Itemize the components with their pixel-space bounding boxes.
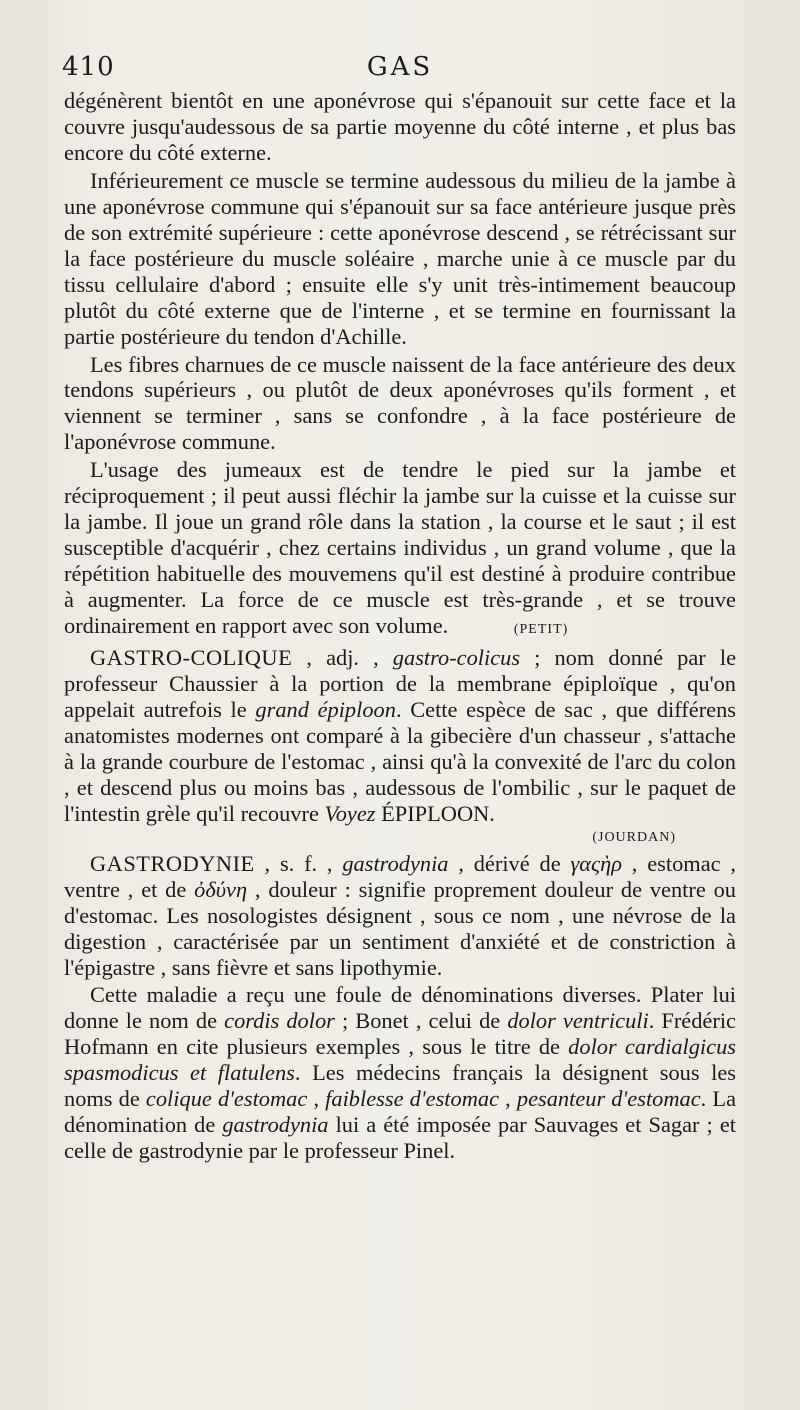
italic-term: dolor ventriculi (507, 1008, 649, 1034)
text-run: , adj. , (292, 645, 393, 671)
text-run: , (307, 1086, 326, 1112)
text-run: lui a été imposée par Sauvages et Sagar ; et celle de gastrodynie par le professeur Pinel. (64, 1112, 736, 1164)
text-run: , dérivé de (448, 850, 571, 876)
latin-term: gastro-colicus (392, 645, 521, 671)
text-run: , estomac , ventre , et de (64, 850, 736, 902)
text-run: , s. f. , (254, 850, 343, 876)
cross-reference-target: ÉPIPLOON. (375, 800, 495, 826)
author-signature: (JOURDAN) (592, 829, 676, 845)
text-run: . Cette espèce de sac , que différens anatomistes modernes ont comparé à la gibecière d'un chasseur , s'attache à la grande courbure de l'estomac , ainsi qu'à la convexité de l'arc du colon , et descend plus ou moins bas , audessous de l'ombilic , sur le paquet de l'intestin grèle qu'il recouvre (64, 696, 737, 826)
paragraph (64, 982, 736, 1164)
italic-term: gastrodynia (222, 1112, 329, 1138)
italic-term: colique d'estomac (145, 1086, 308, 1112)
running-title: GAS (366, 52, 434, 82)
entry-gastrodynie (64, 851, 736, 981)
page-header (62, 52, 738, 86)
italic-term: pesanteur d'estomac (516, 1086, 701, 1112)
author-signature: (PETIT) (513, 622, 569, 638)
greek-term: ὀδύνη (194, 876, 248, 902)
text-run: , (499, 1086, 517, 1112)
page-number: 410 (62, 52, 115, 82)
paragraph-text: L'usage des jumeaux est de tendre le pied sur la jambe et réciproquement ; il peut aussi fléchir la jambe sur la cuisse et la cuisse sur la jambe. Il joue un grand rôle dans la station , la course et le saut ; il est susceptible d'acquérir , chez certains individus , un grand volume , que la répétition habituelle des mouvemens qu'il est destiné à produire contribue à augmenter. La force de ce muscle est très-grande , et se trouve ordinairement en rapport avec son volume. (64, 457, 736, 639)
latin-term: gastrodynia (342, 850, 449, 876)
greek-term: γαςὴρ (570, 850, 622, 876)
paragraph: Inférieurement ce muscle se termine audessous du milieu de la jambe à une aponévrose commune qui s'épanouit sur sa face antérieure jusque près de son extrémité supérieure : cette aponévrose descend , se rétrécissant sur la face postérieure du muscle soléaire , marche unie à ce muscle par du tissu cellulaire d'abord ; ensuite elle s'y unit très-intimement beaucoup plutôt du côté externe que de l'interne , et se termine en fournissant la partie postérieure du tendon d'Achille. (64, 167, 736, 349)
entry-headword: GASTRODYNIE (90, 850, 255, 876)
paragraph (64, 457, 736, 643)
text-run: ; nom donné par le professeur Chaussier à la portion de la membrane épiploïque , qu'on appelait autrefois le (64, 645, 737, 722)
body-text (64, 88, 736, 1166)
paragraph: Les fibres charnues de ce muscle naissent de la face antérieure des deux tendons supérieurs , ou plutôt de deux aponévroses qu'ils forment , et viennent se terminer , sans se confondre , à la face postérieure de l'aponévrose commune. (64, 351, 736, 455)
text-run: ; Bonet , celui de (334, 1008, 508, 1034)
italic-term: grand épiploon (255, 696, 396, 722)
text-run: . La dénomination de (64, 1086, 737, 1138)
cross-reference-voyez: Voyez (324, 800, 376, 826)
italic-term: dolor cardialgicus spasmodicus et flatulens (64, 1034, 737, 1086)
text-run: . Frédéric Hofmann en cite plusieurs exemples , sous le titre de (64, 1008, 736, 1060)
italic-term: cordis dolor (224, 1008, 335, 1034)
entry-headword: GASTRO-COLIQUE (90, 645, 293, 671)
entry-gastro-colique (64, 645, 736, 827)
paragraph: dégénèrent bientôt en une aponévrose qui s'épanouit sur cette face et la couvre jusqu'audessous de sa partie moyenne du côté interne , et plus bas encore du côté externe. (64, 88, 736, 165)
text-run: , douleur : signifie proprement douleur de ventre ou d'estomac. Les nosologistes désignent , sous ce nom , une névrose de la digestion , caractérisée par un sentiment d'anxiété et de constriction à l'épigastre , sans fièvre et sans lipothymie. (64, 876, 736, 980)
text-run: . Les médecins français la désignent sous les noms de (64, 1060, 737, 1112)
italic-term: faiblesse d'estomac (325, 1086, 500, 1112)
text-run: Cette maladie a reçu une foule de dénominations diverses. Plater lui donne le nom de (64, 982, 736, 1034)
